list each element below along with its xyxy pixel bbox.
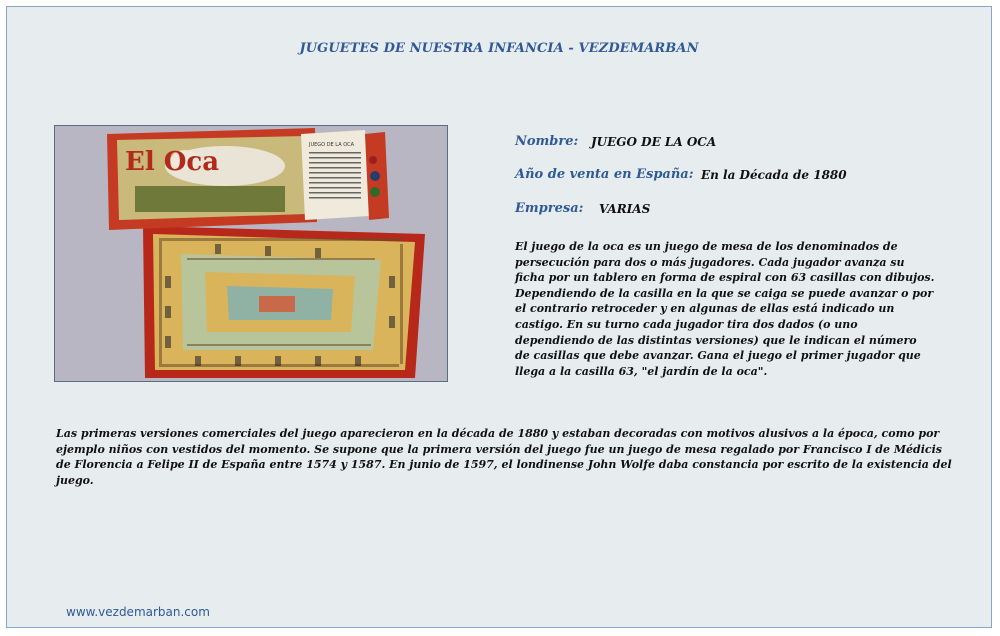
svg-text:El Oca: El Oca xyxy=(125,147,220,177)
product-photo xyxy=(54,125,448,382)
svg-text:JUEGO DE LA OCA: JUEGO DE LA OCA xyxy=(309,142,355,148)
company-field xyxy=(515,201,651,216)
rules-sheet xyxy=(301,130,369,220)
pieces-tray xyxy=(365,132,389,220)
name-value: JUEGO DE LA OCA xyxy=(591,135,717,149)
name-label: Nombre: xyxy=(515,134,579,149)
company-value: VARIAS xyxy=(599,202,651,216)
game-illustration xyxy=(55,126,447,381)
description-paragraph: El juego de la oca es un juego de mesa de los denominados de persecución para dos o más jugadores. Cada jugador avanza su ficha por un tablero en forma de espiral con 63 casillas con dibujos. Dependiendo de la casilla en la que se caiga se puede avanzar o por el contrario retroceder y en algunas de ellas está indicado un castigo. En su turno cada jugador tira dos dados (o uno dependiendo de las distintas versiones) que le indican el número de casillas que debe avanzar. Gana el juego el primer jugador que llega a la casilla 63, "el jardín de la oca". xyxy=(515,240,935,378)
company-label: Empresa: xyxy=(515,201,584,216)
game-box xyxy=(107,128,317,230)
footer-url[interactable]: www.vezdemarban.com xyxy=(66,605,210,619)
game-board xyxy=(143,226,425,378)
page-panel xyxy=(6,6,992,628)
year-value: En la Década de 1880 xyxy=(701,168,847,182)
history-paragraph: Las primeras versiones comerciales del juego aparecieron en la década de 1880 y estaban decoradas con motivos alusivos a la época, como por ejemplo niños con vestidos del momento. Se supone que la primera versión del juego fue un juego de mesa regalado por Francisco I de Médicis de Florencia a Felipe II de España entre 1574 y 1587. En junio de 1597, el londinense John Wolfe daba constancia por escrito de la existencia del juego. xyxy=(56,427,952,487)
year-label: Año de venta en España: xyxy=(515,167,694,182)
year-field xyxy=(515,167,847,182)
name-field xyxy=(515,134,717,149)
page-title: JUGUETES DE NUESTRA INFANCIA - VEZDEMARBAN xyxy=(299,41,699,56)
